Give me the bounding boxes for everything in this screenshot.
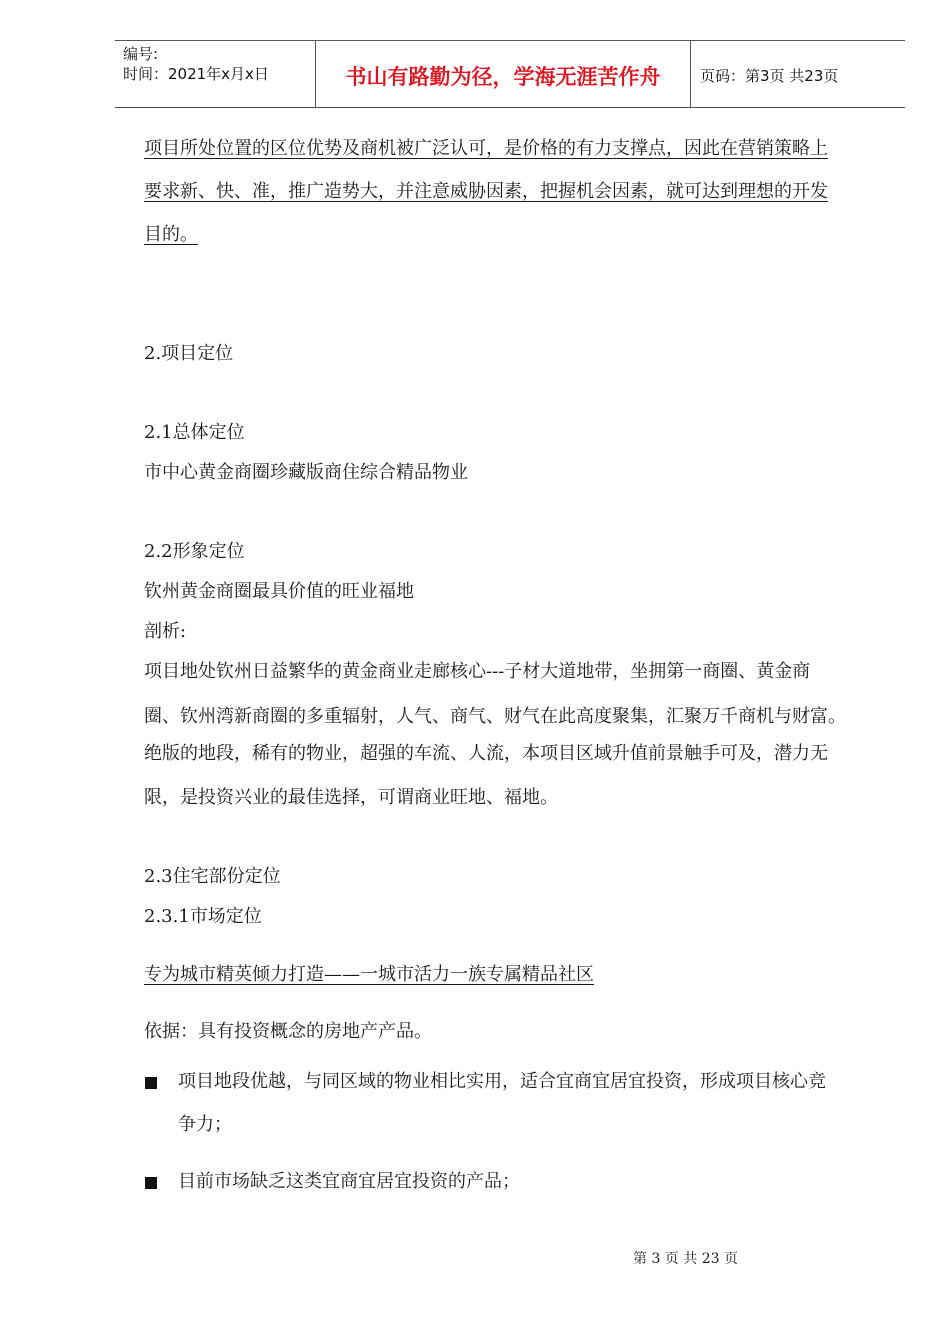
header-page-info: 页码：第3页 共23页 <box>700 67 839 85</box>
subsection-heading: 2.1总体定位 <box>144 422 245 443</box>
bullet-text: 目前市场缺乏这类宜商宜居宜投资的产品； <box>178 1171 520 1192</box>
subsection-heading: 2.3.1市场定位 <box>144 906 262 927</box>
section-heading: 2.项目定位 <box>144 343 234 364</box>
header-motto-cell <box>315 41 691 107</box>
intro-line: 项目所处位置的区位优势及商机被广泛认可，是价格的有力支撑点，因此在营销策略上 <box>144 138 828 159</box>
intro-line: 要求新、快、准，推广造势大，并注意威胁因素，把握机会因素，就可达到理想的开发 <box>144 181 828 202</box>
analysis-line: 圈、钦州湾新商圈的多重辐射，人气、商气、财气在此高度聚集，汇聚万千商机与财富。 <box>144 706 846 727</box>
header-meta-cell <box>115 41 315 107</box>
analysis-label: 剖析: <box>144 621 187 642</box>
basis-text: 依据：具有投资概念的房地产产品。 <box>144 1021 432 1042</box>
subsection-heading: 2.2形象定位 <box>144 541 245 562</box>
bullet-text: 项目地段优越，与同区域的物业相比实用，适合宜商宜居宜投资，形成项目核心竞 <box>178 1071 826 1092</box>
intro-line: 目的。 <box>144 224 198 245</box>
footer-page-number: 第 3 页 共 23 页 <box>633 1251 738 1267</box>
analysis-line: 绝版的地段，稀有的物业，超强的车流、人流，本项目区域升值前景触手可及，潜力无 <box>144 743 828 764</box>
date-label: 时间：2021年x月x日 <box>123 65 269 83</box>
header-page-cell <box>690 41 905 107</box>
analysis-line: 项目地处钦州日益繁华的黄金商业走廊核心---子材大道地带，坐拥第一商圈、黄金商 <box>144 661 811 682</box>
motto: 书山有路勤为径，学海无涯苦作舟 <box>345 65 661 89</box>
analysis-line: 限，是投资兴业的最佳选择，可谓商业旺地、福地。 <box>144 787 558 808</box>
page-header <box>115 40 905 108</box>
bullet-square-icon <box>145 1177 157 1189</box>
serial-label: 编号: <box>123 45 159 63</box>
paragraph: 钦州黄金商圈最具价值的旺业福地 <box>144 581 414 602</box>
bullet-text: 争力； <box>178 1114 232 1135</box>
slogan: 专为城市精英倾力打造——一城市活力一族专属精品社区 <box>144 964 594 985</box>
bullet-square-icon <box>145 1077 157 1089</box>
paragraph: 市中心黄金商圈珍藏版商住综合精品物业 <box>144 462 468 483</box>
subsection-heading: 2.3住宅部份定位 <box>144 866 281 887</box>
